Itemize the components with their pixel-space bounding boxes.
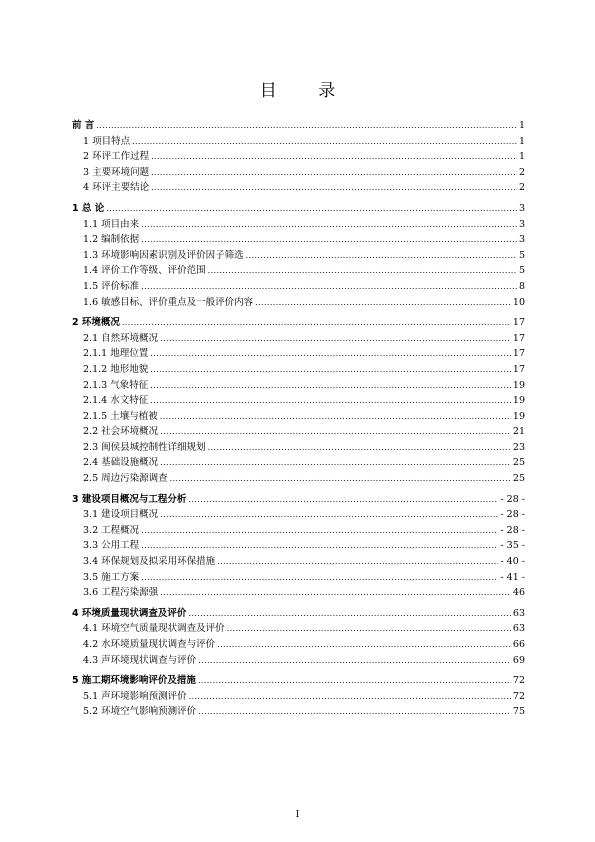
toc-entry-label: 4.1 环境空气质量现状调查及评价 [83, 623, 225, 635]
toc-section-entry[interactable] [72, 554, 525, 570]
toc-entry-page: - 28 - [500, 524, 525, 536]
toc-leader-dots [141, 232, 517, 248]
toc-entry-page: 17 [512, 363, 525, 375]
toc-entry-label: 2.2 社会环境概况 [83, 426, 159, 438]
toc-section-entry[interactable] [72, 409, 525, 425]
toc-entry-page: 25 [512, 473, 525, 485]
toc-entry-page: 23 [512, 441, 525, 453]
toc-leader-dots [188, 606, 510, 622]
toc-leader-dots [151, 149, 517, 165]
toc-leader-dots [150, 393, 511, 409]
toc-entry-page: - 41 - [500, 571, 525, 583]
toc-entry-label: 2.5 周边污染源调查 [83, 473, 168, 485]
toc-section-entry[interactable] [72, 279, 525, 295]
toc-section-entry[interactable] [72, 248, 525, 264]
toc-entry-label: 3.1 建设项目概况 [83, 509, 159, 521]
toc-leader-dots [150, 362, 511, 378]
toc-entry-page: - 40 - [500, 556, 525, 568]
toc-entry-label: 2.1.4 水文特征 [83, 395, 149, 407]
toc-leader-dots [188, 492, 498, 508]
toc-leader-dots [122, 315, 511, 331]
toc-entry-label: 2.3 闽侯县城控制性详细规划 [83, 441, 206, 453]
toc-leader-dots [208, 440, 511, 456]
toc-section-entry[interactable] [72, 538, 525, 554]
toc-section-entry[interactable] [72, 165, 525, 181]
toc-entry-page: - 28 - [500, 493, 525, 505]
toc-entry-label: 1 总 论 [72, 202, 105, 214]
page-number: I [295, 810, 300, 820]
toc-leader-dots [198, 653, 511, 669]
toc-section-entry[interactable] [72, 295, 525, 311]
toc-section-entry[interactable] [72, 331, 525, 347]
toc-section-entry[interactable] [72, 424, 525, 440]
toc-leader-dots [141, 570, 498, 586]
toc-leader-dots [141, 217, 517, 233]
toc-entry-page: 25 [512, 457, 525, 469]
toc-entry-label: 前 言 [72, 120, 95, 131]
toc-section-entry[interactable] [72, 134, 525, 150]
toc-entry-page: 21 [512, 426, 525, 438]
toc-leader-dots [96, 118, 517, 134]
toc-entry-label: 2 环境概况 [72, 317, 120, 329]
toc-entry-label: 2.1.5 土壤与植被 [83, 410, 158, 422]
toc-section-entry[interactable] [72, 232, 525, 248]
toc-leader-dots [246, 248, 517, 264]
toc-entry-page: 17 [512, 317, 525, 329]
toc-leader-dots [198, 673, 511, 689]
toc-section-entry[interactable] [72, 621, 525, 637]
toc-section-entry[interactable] [72, 689, 525, 705]
toc-entry-label: 5.2 环境空气影响预测评价 [83, 706, 197, 718]
toc-entry-label: 2.4 基础设施概况 [83, 457, 159, 469]
toc-section-entry[interactable] [72, 653, 525, 669]
toc-entry-label: 3.5 施工方案 [83, 571, 140, 583]
toc-leader-dots [151, 165, 517, 181]
toc-entry-label: 2.1 自然环境概况 [83, 332, 159, 344]
toc-entry-label: 1.1 项目由来 [83, 218, 140, 230]
toc-entry-label: 3.3 公用工程 [83, 540, 140, 552]
toc-leader-dots [141, 279, 517, 295]
toc-entry-label: 3 建设项目概况与工程分析 [72, 493, 187, 505]
toc-entry-page: 1 [518, 135, 525, 147]
toc-entry-label: 1 项目特点 [83, 135, 131, 147]
toc-leader-dots [150, 378, 511, 394]
toc-entry-page: 1 [518, 120, 525, 131]
toc-chapter-entry[interactable] [72, 673, 525, 689]
toc-chapter-entry[interactable] [72, 201, 525, 217]
toc-entry-label: 2 环评工作过程 [83, 151, 150, 163]
toc-entry-label: 4 环境质量现状调查及评价 [72, 607, 187, 619]
toc-entry-label: 2.1.2 地形地貌 [83, 363, 149, 375]
toc-entry-page: 19 [512, 395, 525, 407]
toc-entry-label: 3.2 工程概况 [83, 524, 140, 536]
toc-section-entry[interactable] [72, 217, 525, 233]
toc-leader-dots [217, 554, 498, 570]
toc-leader-dots [160, 424, 511, 440]
toc-entry-page: 75 [512, 706, 525, 718]
toc-entry-page: 46 [512, 587, 525, 599]
toc-entry-page: 1 [518, 151, 525, 163]
toc-section-entry[interactable] [72, 523, 525, 539]
toc-entry-label: 3.4 环保规划及拟采用环保措施 [83, 556, 216, 568]
toc-entry-label: 5.1 声环境影响预测评价 [83, 690, 187, 702]
toc-section-entry[interactable] [72, 585, 525, 601]
toc-entry-label: 5 施工期环境影响评价及措施 [72, 675, 196, 687]
toc-leader-dots [150, 346, 511, 362]
toc-entry-page: 3 [518, 218, 525, 230]
toc-section-entry[interactable] [72, 704, 525, 720]
toc-entry-page: 2 [518, 182, 525, 194]
toc-chapter-entry[interactable] [72, 606, 525, 622]
toc-entry-page: 8 [518, 280, 525, 292]
toc-leader-dots [198, 704, 511, 720]
toc-entry-page: 10 [512, 296, 525, 308]
toc-entry-page: 19 [512, 410, 525, 422]
toc-entry-page: 5 [518, 265, 525, 277]
toc-entry-label: 3 主要环境问题 [83, 166, 150, 178]
toc-entry-page: 17 [512, 332, 525, 344]
toc-section-entry[interactable] [72, 149, 525, 165]
toc-section-entry[interactable] [72, 180, 525, 196]
toc-entry-page: 69 [512, 654, 525, 666]
toc-entry-label: 2.1.1 地理位置 [83, 348, 149, 360]
toc-entry-page: - 28 - [500, 509, 525, 521]
toc-entry-label: 1.5 评价标准 [83, 280, 140, 292]
toc-section-entry[interactable] [72, 346, 525, 362]
toc-entry-label: 3.6 工程污染源强 [83, 587, 159, 599]
toc-leader-dots [132, 134, 517, 150]
toc-chapter-entry[interactable] [72, 315, 525, 331]
toc-leader-dots [141, 538, 498, 554]
toc-leader-dots [227, 621, 511, 637]
toc-entry-label: 4.2 水环境质量现状调查与评价 [83, 639, 216, 650]
toc-leader-dots [208, 263, 517, 279]
toc-leader-dots [151, 180, 517, 196]
toc-section-entry[interactable] [72, 507, 525, 523]
toc-entry-label: 1.2 编制依据 [83, 234, 140, 246]
toc-entry-page: 63 [512, 623, 525, 635]
toc-entry-page: 17 [512, 348, 525, 360]
toc-leader-dots [160, 331, 511, 347]
toc-section-entry[interactable] [72, 455, 525, 471]
toc-entry-page: 2 [518, 166, 525, 178]
toc-section-entry[interactable] [72, 378, 525, 394]
toc-leader-dots [160, 455, 511, 471]
toc-leader-dots [217, 637, 511, 653]
toc-entry-page: 19 [512, 379, 525, 391]
toc-leader-dots [106, 201, 517, 217]
toc-entry-label: 4 环评主要结论 [83, 182, 150, 194]
toc-section-entry[interactable] [72, 471, 525, 487]
toc-entry-page: 72 [512, 690, 525, 702]
toc-section-entry[interactable] [72, 263, 525, 279]
toc-entry-page: 5 [518, 249, 525, 261]
toc-entry-label: 2.1.3 气象特征 [83, 379, 149, 391]
toc-section-entry[interactable] [72, 393, 525, 409]
toc-entry-label: 1.6 敏感目标、评价重点及一般评价内容 [83, 296, 254, 308]
toc-entry-page: 72 [512, 675, 525, 687]
toc-entry-label: 1.4 评价工作等级、评价范围 [83, 265, 206, 277]
toc-leader-dots [255, 295, 511, 311]
toc-leader-dots [189, 689, 511, 705]
toc-leader-dots [141, 523, 498, 539]
toc-chapter-entry[interactable] [72, 492, 525, 508]
toc-chapter-entry[interactable] [72, 118, 525, 134]
toc-section-entry[interactable] [72, 440, 525, 456]
page-title: 目 录 [259, 81, 354, 101]
toc-leader-dots [160, 585, 511, 601]
toc-section-entry[interactable] [72, 362, 525, 378]
toc-entry-page: 3 [518, 202, 525, 214]
toc-entry-page: 66 [512, 639, 525, 650]
table-of-contents [72, 118, 525, 720]
toc-section-entry[interactable] [72, 570, 525, 586]
toc-entry-page: 3 [518, 234, 525, 246]
toc-entry-page: - 35 - [500, 540, 525, 552]
toc-entry-label: 4.3 声环境现状调查与评价 [83, 654, 197, 666]
toc-entry-label: 1.3 环境影响因素识别及评价因子筛选 [83, 249, 244, 261]
toc-section-entry[interactable] [72, 637, 525, 653]
toc-leader-dots [160, 409, 511, 425]
toc-entry-page: 63 [512, 607, 525, 619]
toc-leader-dots [170, 471, 511, 487]
toc-leader-dots [160, 507, 498, 523]
